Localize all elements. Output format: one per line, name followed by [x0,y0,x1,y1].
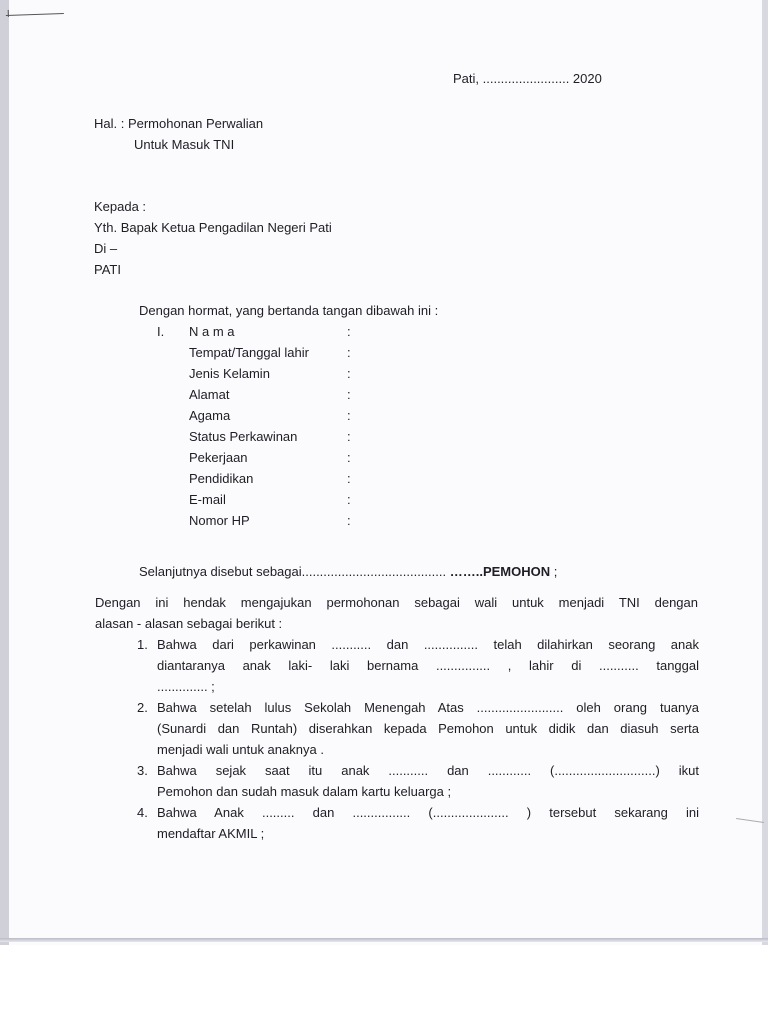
reason-number: 4. [137,805,148,820]
field-label: E-mail [189,492,226,507]
field-colon: : [347,513,351,528]
reason-line: mendaftar AKMIL ; [157,826,265,841]
reason-number: 1. [137,637,148,652]
reason-line: Bahwa Anak ......... dan ................ (..................... ) tersebut sekarang ini [157,805,699,820]
date-line: Pati, ........................ 2020 [453,71,602,86]
field-label: N a m a [189,324,235,339]
reason-line: .............. ; [157,679,215,694]
field-label: Pendidikan [189,471,254,486]
intro-paragraph [95,592,698,634]
field-colon: : [347,345,351,360]
recipient-di: Di – [94,241,118,256]
field-label: Nomor HP [189,513,250,528]
recipient-city: PATI [94,262,121,277]
designation-pemohon: ……..PEMOHON [449,564,551,579]
field-colon: : [347,387,351,402]
reason-line: menjadi wali untuk anaknya . [157,742,324,757]
reason-line: Bahwa sejak saat itu anak ........... dan ............ (............................) ikut [157,763,699,778]
subject-line-1: Hal. : Permohonan Perwalian [94,116,264,131]
field-label: Pekerjaan [189,450,248,465]
field-colon: : [347,450,351,465]
field-label: Alamat [189,387,230,402]
section-numeral: I. [157,324,165,339]
reason-line: Bahwa setelah lulus Sekolah Menengah Atas ........................ oleh orang tuanya [157,700,699,715]
subject-line-2: Untuk Masuk TNI [134,137,235,152]
intro-line: alasan - alasan sebagai berikut : [95,616,283,631]
field-colon: : [347,429,351,444]
field-colon: : [347,324,351,339]
recipient-name: Yth. Bapak Ketua Pengadilan Negeri Pati [94,220,332,235]
reason-number: 2. [137,700,148,715]
reason-number: 3. [137,763,148,778]
intro-line: Dengan ini hendak mengajukan permohonan sebagai wali untuk menjadi TNI dengan [95,595,698,610]
field-label: Status Perkawinan [189,429,298,444]
designation-prefix: Selanjutnya disebut sebagai........................................ [139,564,450,579]
designation-line [139,561,557,582]
designation-suffix: ; [550,564,558,579]
recipient-kepada: Kepada : [94,199,147,214]
reason-line: Bahwa dari perkawinan ........... dan ............... telah dilahirkan seorang anak [157,637,699,652]
field-colon: : [347,408,351,423]
field-colon: : [347,366,351,381]
field-label: Tempat/Tanggal lahir [189,345,309,360]
reason-line: (Sunardi dan Runtah) diserahkan kepada Pemohon untuk didik dan diasuh serta [157,721,699,736]
reason-line: diantaranya anak laki- laki bernama ............... , lahir di ........... tanggal [157,658,699,673]
greeting: Dengan hormat, yang bertanda tangan dibawah ini : [139,303,439,318]
reason-line: Pemohon dan sudah masuk dalam kartu keluarga ; [157,784,452,799]
field-colon: : [347,471,351,486]
field-label: Jenis Kelamin [189,366,270,381]
field-colon: : [347,492,351,507]
field-label: Agama [189,408,231,423]
